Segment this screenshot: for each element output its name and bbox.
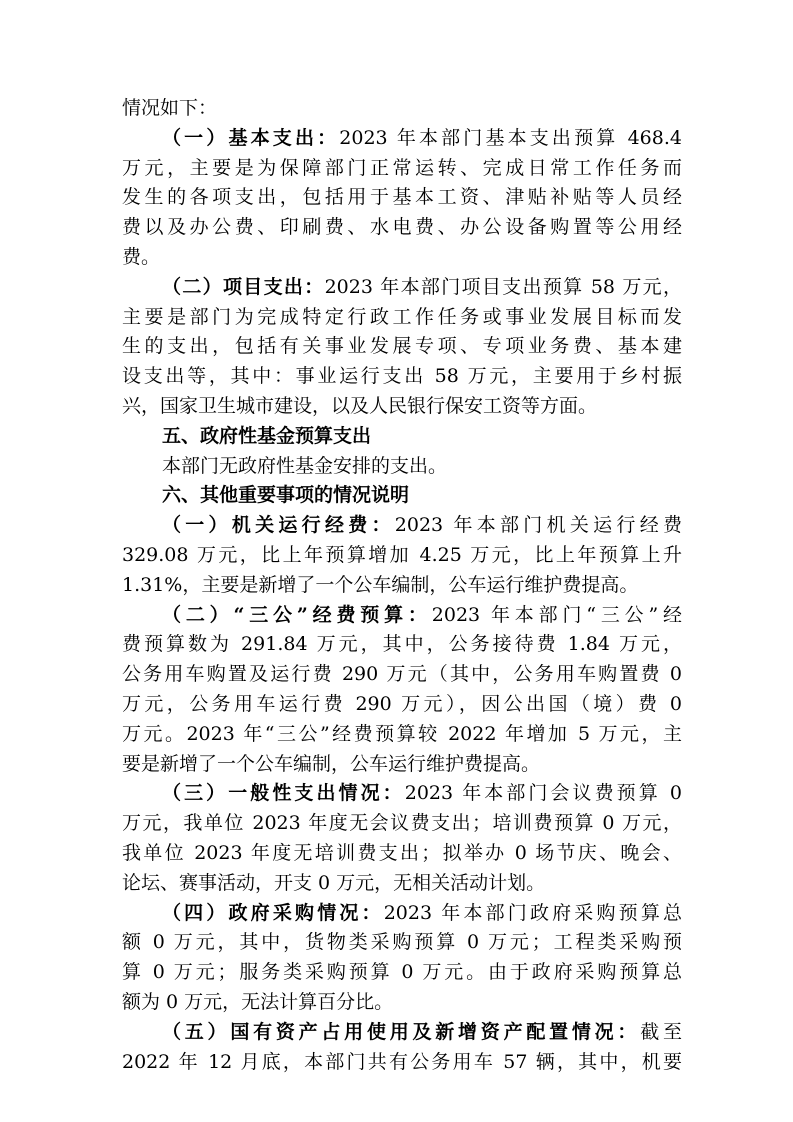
line-text: 万元，主要是为保障部门正常运转、完成日常工作任务而 (122, 156, 682, 179)
line-text: 329.08 万元，比上年预算增加 4.25 万元，比上年预算上升 (122, 543, 682, 566)
text-line (122, 809, 682, 839)
text-line (122, 958, 682, 988)
text-line (122, 839, 682, 869)
bold-heading: （二）项目支出： (162, 275, 325, 298)
text-line (122, 779, 682, 809)
text-line (122, 94, 682, 124)
text-line (122, 601, 682, 631)
line-text: 主要是部门为完成特定行政工作任务或事业发展目标而发 (122, 305, 682, 328)
bold-heading: （二）“三公”经费预算： (162, 603, 432, 626)
line-text: 公务用车购置及运行费 290 万元（其中，公务用车购置费 0 (122, 663, 682, 686)
line-text: 设支出等，其中：事业运行支出 58 万元，主要用于乡村振 (122, 365, 682, 388)
line-text: 费以及办公费、印刷费、水电费、办公设备购置等公用经 (122, 216, 682, 239)
line-text: 额为 0 万元，无法计算百分比。 (122, 990, 394, 1013)
line-text: 我单位 2023 年度无培训费支出；拟举办 0 场节庆、晚会、 (122, 841, 682, 864)
text-line (122, 392, 682, 422)
bold-heading: 五、政府性基金预算支出 (162, 424, 372, 447)
text-line (122, 273, 682, 303)
line-text: 论坛、赛事活动，开支 0 万元，无相关活动计划。 (122, 871, 546, 894)
line-text: 生的支出，包括有关事业发展专项、专项业务费、基本建 (122, 335, 682, 358)
text-line (122, 690, 682, 720)
text-line (122, 511, 682, 541)
text-line (122, 422, 682, 452)
text-line (122, 630, 682, 660)
bold-heading: 六、其他重要事项的情况说明 (162, 484, 410, 507)
line-text: 额 0 万元，其中，货物类采购预算 0 万元；工程类采购预 (122, 931, 682, 954)
line-text: 万元，我单位 2023 年度无会议费支出；培训费预算 0 万元， (122, 812, 682, 835)
line-text: 2023 年本部门基本支出预算 468.4 (339, 126, 682, 149)
text-line (122, 213, 682, 243)
line-text: 万元。2023 年“三公”经费预算较 2022 年增加 5 万元，主 (122, 722, 682, 745)
line-text: 截至 (640, 1020, 682, 1043)
bold-heading: （三）一般性支出情况： (162, 782, 405, 805)
text-line (122, 750, 682, 780)
text-line (122, 541, 682, 571)
line-text: 2023 年本部门项目支出预算 58 万元， (324, 275, 682, 298)
line-text: 2022 年 12 月底，本部门共有公务用车 57 辆，其中，机要 (122, 1050, 682, 1073)
line-text: 发生的各项支出，包括用于基本工资、津贴补贴等人员经 (122, 186, 682, 209)
line-text: 2023 年本部门机关运行经费 (394, 514, 682, 537)
line-text: 费预算数为 291.84 万元，其中，公务接待费 1.84 万元， (122, 633, 682, 656)
line-text: 万元，公务用车运行费 290 万元），因公出国（境）费 0 (122, 692, 682, 715)
line-text: 2023 年本部门会议费预算 0 (404, 782, 682, 805)
text-line (122, 481, 682, 511)
bold-heading: （一）机关运行经费： (162, 514, 395, 537)
text-line (122, 332, 682, 362)
text-line (122, 362, 682, 392)
text-line (122, 183, 682, 213)
line-text: 本部门无政府性基金安排的支出。 (162, 454, 448, 477)
bold-heading: （五）国有资产占用使用及新增资产配置情况： (162, 1020, 641, 1043)
text-line (122, 660, 682, 690)
text-line (122, 1048, 682, 1078)
line-text: 1.31%，主要是新增了一个公车编制，公车运行维护费提高。 (122, 573, 639, 596)
bold-heading: （四）政府采购情况： (162, 901, 384, 924)
text-line (122, 571, 682, 601)
text-line (122, 452, 682, 482)
line-text: 兴，国家卫生城市建设，以及人民银行保安工资等方面。 (122, 394, 598, 417)
text-line (122, 303, 682, 333)
text-line (122, 899, 682, 929)
line-text: 费。 (122, 245, 161, 268)
text-line (122, 243, 682, 273)
line-text: 2023 年本部门政府采购预算总 (383, 901, 682, 924)
line-text: 算 0 万元；服务类采购预算 0 万元。由于政府采购预算总 (122, 961, 682, 984)
text-line (122, 1018, 682, 1048)
bold-heading: （一）基本支出： (162, 126, 340, 149)
text-line (122, 988, 682, 1018)
line-text: 情况如下： (122, 97, 218, 119)
text-line (122, 869, 682, 899)
text-line (122, 124, 682, 154)
text-line (122, 720, 682, 750)
line-text: 2023 年本部门“三公”经 (431, 603, 682, 626)
line-text: 要是新增了一个公车编制，公车运行维护费提高。 (122, 752, 541, 775)
text-line (122, 928, 682, 958)
document-body (122, 94, 682, 1077)
text-line (122, 154, 682, 184)
